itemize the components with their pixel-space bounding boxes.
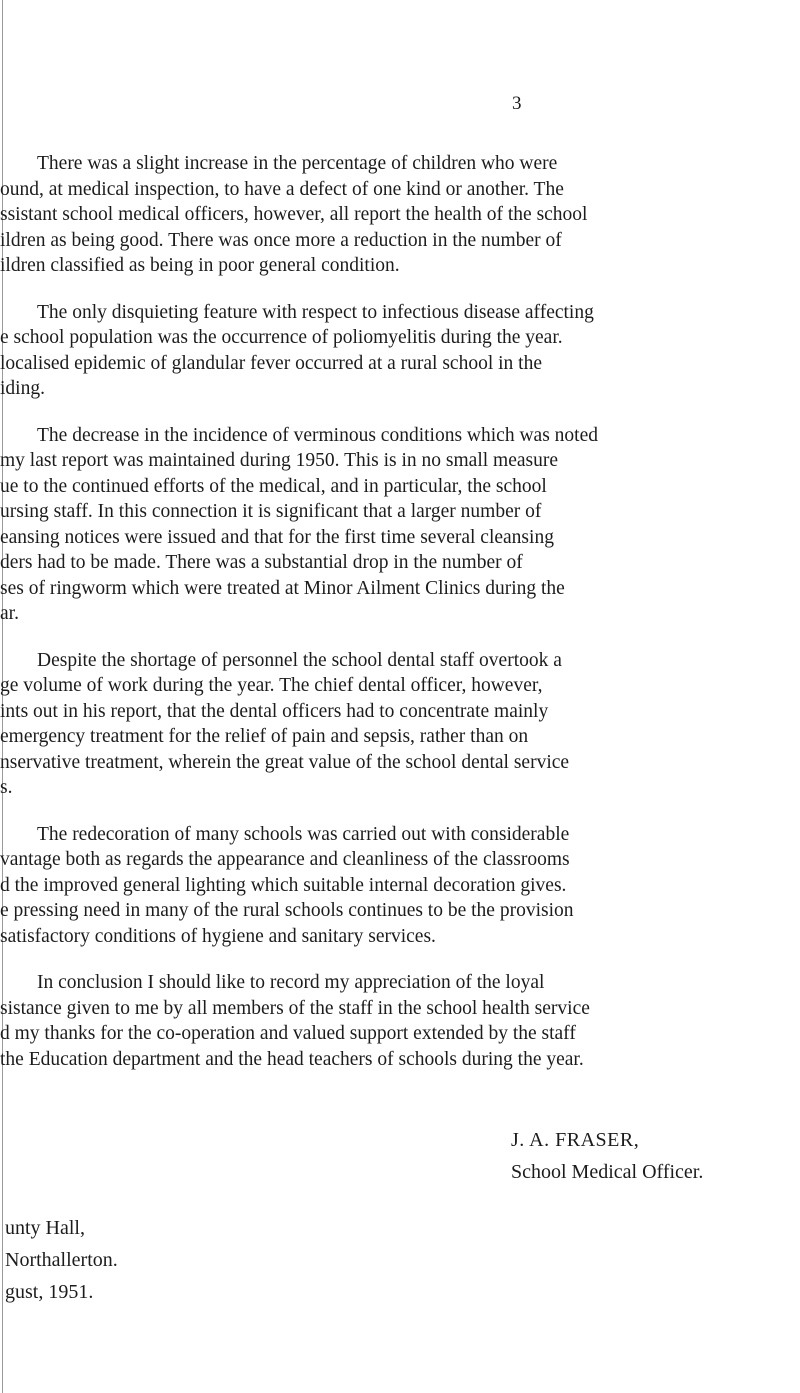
text-line: emergency treatment for the relief of pain and sepsis, rather than on xyxy=(0,726,529,747)
text-line: ge volume of work during the year. The chief dental officer, however, xyxy=(0,675,543,696)
text-line: ursing staff. In this connection it is significant that a larger number of xyxy=(0,501,542,522)
text-line: There was a slight increase in the percentage of children who were xyxy=(37,153,558,174)
address-date: gust, 1951. xyxy=(5,1281,94,1303)
text-line: ints out in his report, that the dental officers had to concentrate mainly xyxy=(0,700,549,722)
text-line: e pressing need in many of the rural schools continues to be the provision xyxy=(0,900,574,921)
text-line: vantage both as regards the appearance and cleanliness of the classrooms xyxy=(0,849,570,870)
address-line: unty Hall, xyxy=(5,1217,85,1239)
paragraph xyxy=(0,151,800,279)
text-line: ue to the continued efforts of the medical, and in particular, the school xyxy=(0,475,547,497)
signature-title: School Medical Officer. xyxy=(511,1161,704,1183)
paragraph xyxy=(0,648,800,801)
text-line: Despite the shortage of personnel the school dental staff overtook a xyxy=(37,649,562,671)
text-line: ildren classified as being in poor general condition. xyxy=(0,255,400,276)
text-line: ar. xyxy=(0,603,19,624)
text-line: s. xyxy=(0,777,13,798)
paragraph xyxy=(0,423,800,627)
text-line: ders had to be made. There was a substantial drop in the number of xyxy=(0,552,523,573)
paragraph xyxy=(0,970,800,1072)
text-line: In conclusion I should like to record my appreciation of the loyal xyxy=(37,972,545,993)
text-line: The decrease in the incidence of verminous conditions which was noted xyxy=(37,424,598,446)
text-line: the Education department and the head teachers of schools during the year. xyxy=(0,1048,584,1070)
text-line: The only disquieting feature with respect to infectious disease affecting xyxy=(37,301,594,323)
text-line: ound, at medical inspection, to have a defect of one kind or another. The xyxy=(0,178,564,200)
text-line: localised epidemic of glandular fever occurred at a rural school in the xyxy=(0,352,542,374)
paragraph xyxy=(0,300,800,402)
letter-body xyxy=(0,151,800,1093)
address-line: Northallerton. xyxy=(5,1249,118,1271)
text-line: e school population was the occurrence of poliomyelitis during the year. xyxy=(0,327,563,348)
paragraph xyxy=(0,822,800,950)
text-line: The redecoration of many schools was carried out with considerable xyxy=(37,823,570,845)
text-line: iding. xyxy=(0,378,45,399)
text-line: sistance given to me by all members of the staff in the school health service xyxy=(0,997,590,1019)
text-line: d my thanks for the co-operation and valued support extended by the staff xyxy=(0,1023,576,1044)
text-line: d the improved general lighting which suitable internal decoration gives. xyxy=(0,874,567,896)
text-line: ssistant school medical officers, however, all report the health of the school xyxy=(0,204,588,225)
text-line: ildren as being good. There was once more a reduction in the number of xyxy=(0,229,562,251)
text-line: eansing notices were issued and that for the first time several cleansing xyxy=(0,526,554,548)
page-number: 3 xyxy=(512,93,522,114)
signature-name: J. A. FRASER, xyxy=(511,1129,640,1151)
text-line: nservative treatment, wherein the great value of the school dental service xyxy=(0,751,570,773)
text-line: my last report was maintained during 1950. This is in no small measure xyxy=(0,450,559,471)
text-line: ses of ringworm which were treated at Minor Ailment Clinics during the xyxy=(0,577,565,599)
text-line: satisfactory conditions of hygiene and sanitary services. xyxy=(0,925,436,947)
